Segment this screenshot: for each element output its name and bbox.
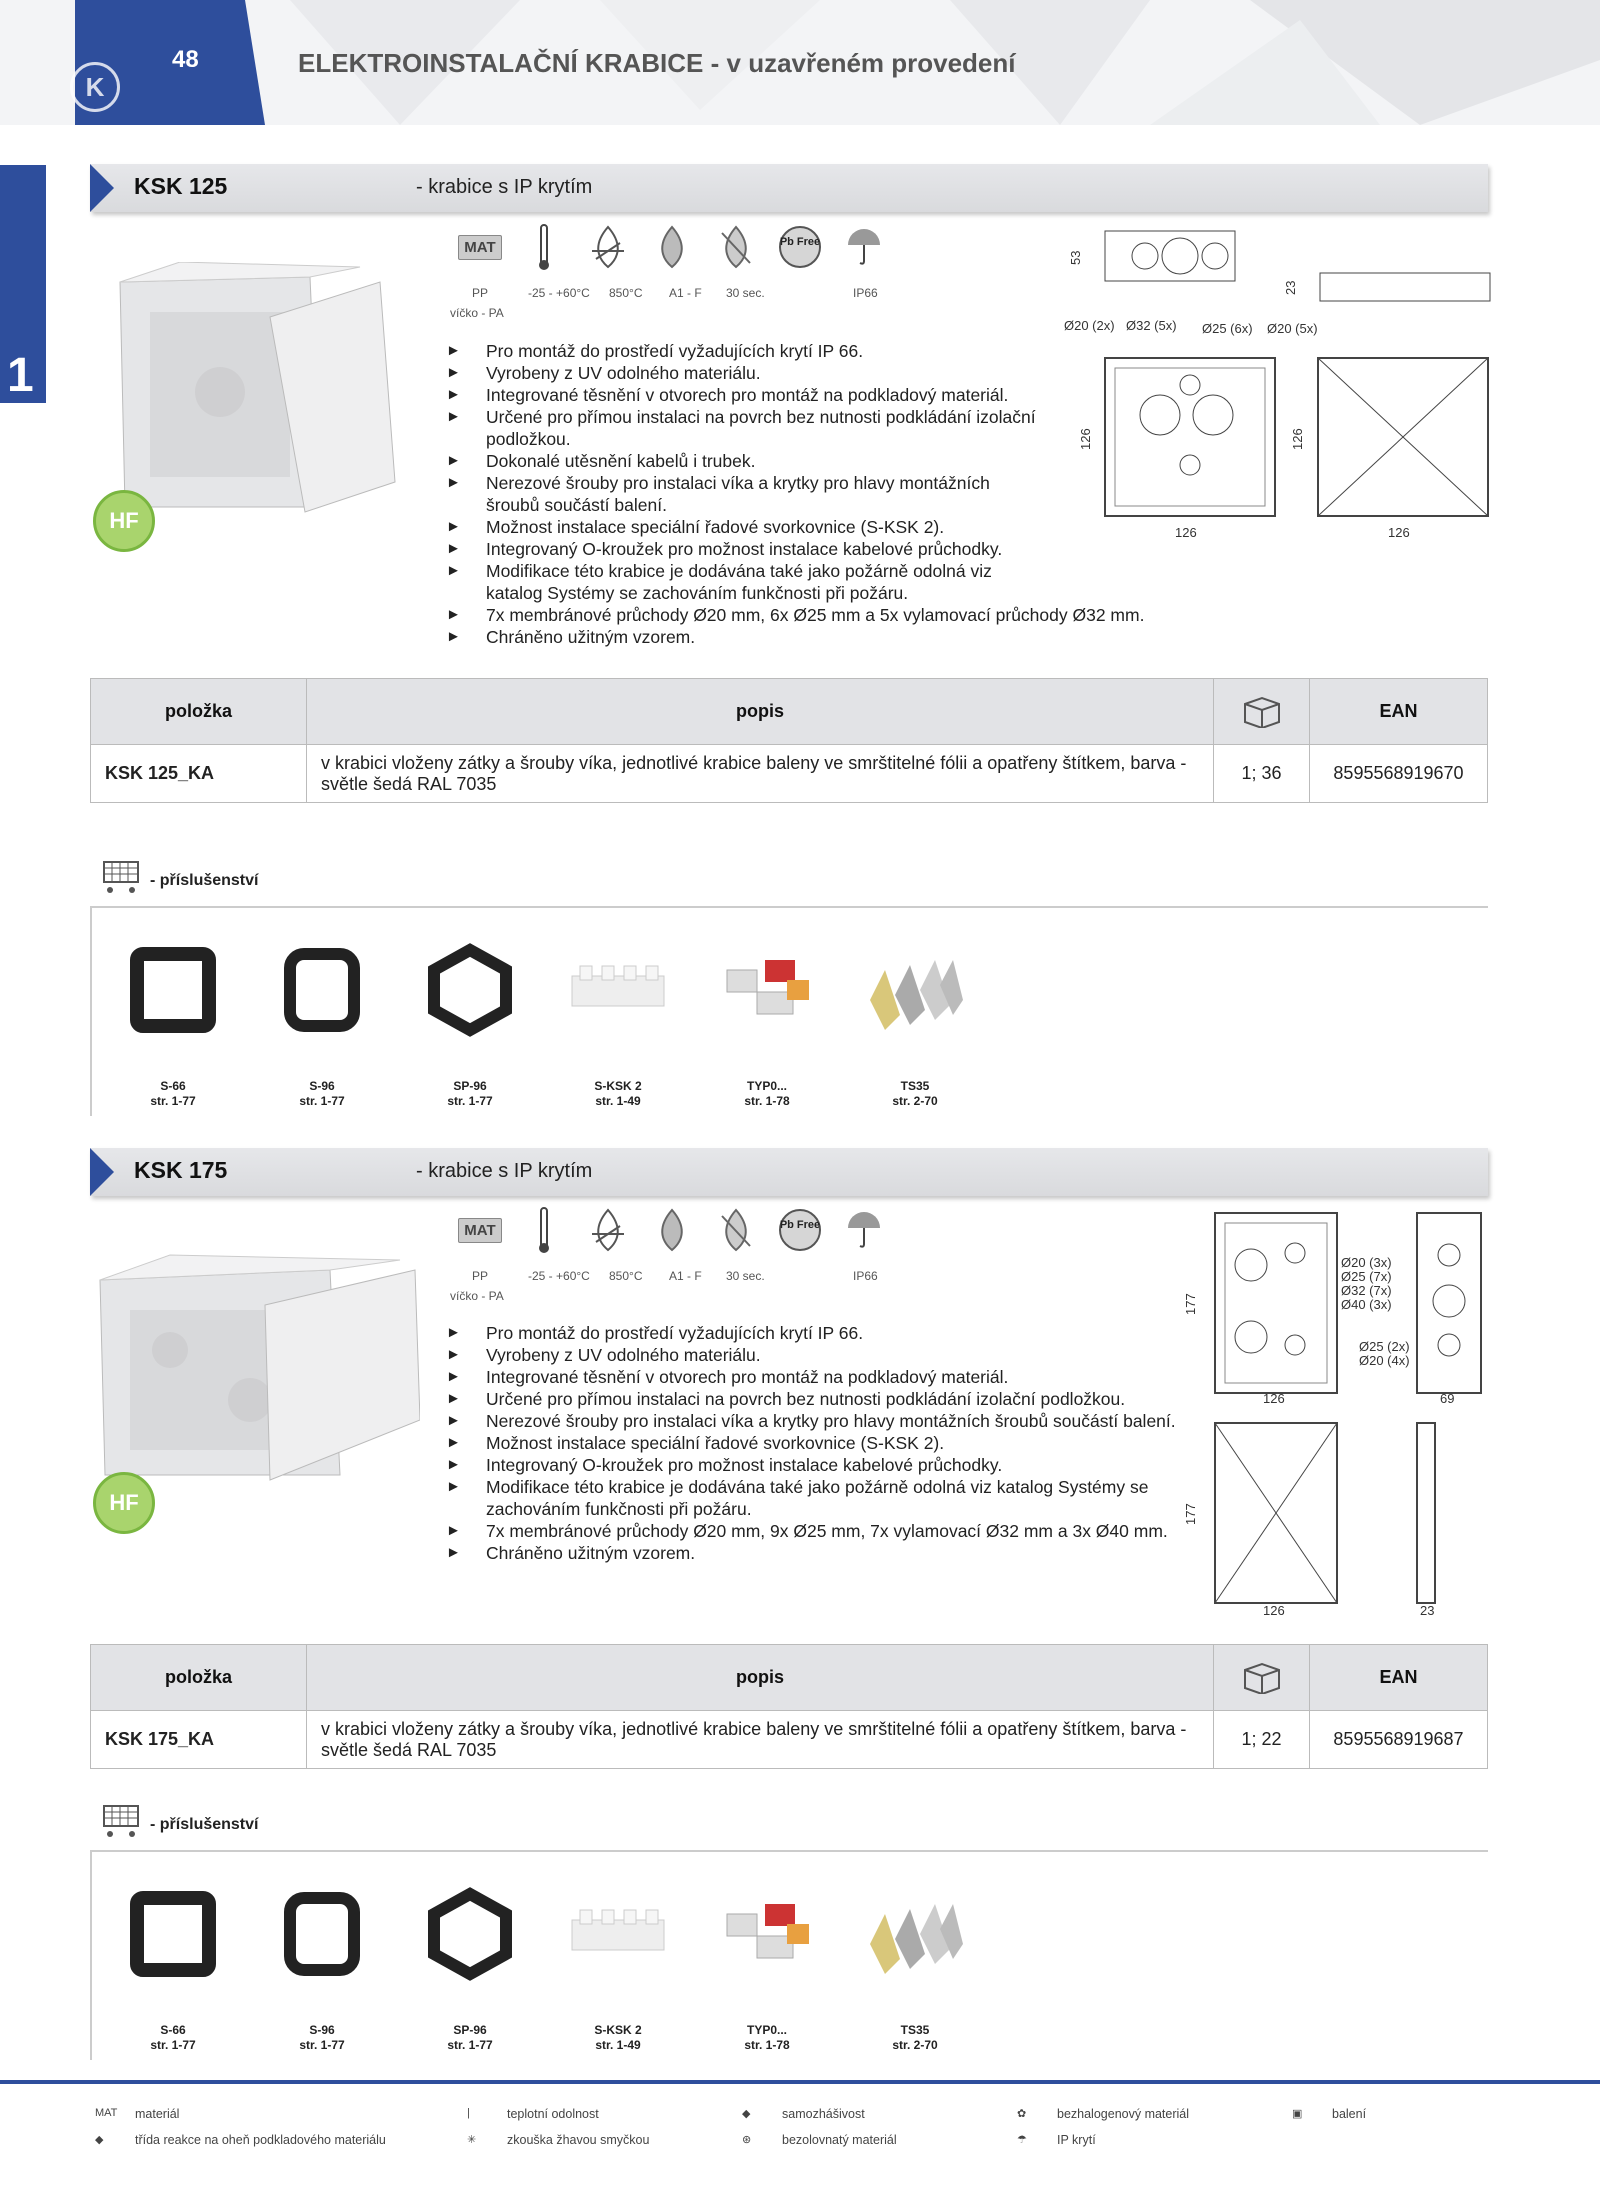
legend-icon: ✿ [1017, 2108, 1027, 2120]
icon-label-glow: 850°C [609, 286, 643, 300]
property-icons [448, 1205, 896, 1255]
col-desc: popis [307, 1645, 1214, 1711]
svg-text:53: 53 [1068, 250, 1083, 265]
divider [90, 1850, 92, 2060]
legend-icon: ⊛ [742, 2134, 752, 2146]
icon-label-temp: -25 - +60°C [528, 1269, 590, 1283]
svg-text:Ø32 (7x): Ø32 (7x) [1341, 1283, 1392, 1298]
accessory-page-ref: str. 1-77 [447, 1094, 493, 1108]
icon-label-temp: -25 - +60°C [528, 286, 590, 300]
svg-text:177: 177 [1183, 1503, 1198, 1525]
feature-item: ► Chráněno užitným vzorem. [446, 1542, 1176, 1564]
package-icon [1239, 690, 1285, 728]
accessory-item[interactable] [855, 2023, 975, 2053]
accessory-name: TS35 [900, 2023, 930, 2037]
legend-icon: ◆ [742, 2108, 751, 2120]
svg-text:126: 126 [1263, 1391, 1285, 1406]
table-row: KSK 175_KA v krabici vloženy zátky a šrouby víka, jednotlivé krabice baleny ve smrštitelné fólii a opatřeny štítkem, barva - světle šedá RAL 7035 1; 22 8595568919687 [91, 1711, 1488, 1769]
accessory-name: S-66 [160, 2023, 186, 2037]
product-band-ksk125 [90, 164, 1488, 212]
svg-text:126: 126 [1078, 428, 1093, 450]
feature-item: ► Pro montáž do prostředí vyžadujících krytí IP 66. [446, 340, 1046, 362]
accessory-page-ref: str. 1-77 [150, 2038, 196, 2052]
material-icon: MAT [448, 222, 512, 272]
svg-text:Ø25 (2x): Ø25 (2x) [1359, 1339, 1410, 1354]
accessory-image [420, 940, 520, 1040]
product-name: KSK 175 [134, 1157, 228, 1183]
product-table-ksk175 [90, 1644, 1488, 1769]
legend-icon: | [467, 2107, 470, 2119]
footer-line [0, 2080, 1600, 2084]
accessory-image [865, 1884, 965, 1984]
icon-label-fire: A1 - F [669, 1269, 702, 1283]
svg-text:Ø20 (3x): Ø20 (3x) [1341, 1255, 1392, 1270]
technical-drawing-ksk175 [1175, 1205, 1495, 1620]
accessory-page-ref: str. 1-49 [595, 1094, 641, 1108]
svg-text:Ø40 (3x): Ø40 (3x) [1341, 1297, 1392, 1312]
feature-item: ► Nerezové šrouby pro instalaci víka a krytky pro hlavy montážních šroubů součástí balení. [446, 1410, 1176, 1432]
legend-label: balení [1332, 2107, 1367, 2121]
divider [90, 1850, 1488, 1852]
svg-text:Pb Free: Pb Free [779, 1219, 821, 1231]
accessory-image [123, 940, 223, 1040]
fire-class-icon [640, 222, 704, 272]
svg-text:126: 126 [1263, 1603, 1285, 1618]
svg-text:Ø20 (4x): Ø20 (4x) [1359, 1353, 1410, 1368]
accessory-image [865, 940, 965, 1040]
legend-label: materiál [135, 2107, 180, 2121]
hf-badge-icon: HF [93, 490, 155, 552]
icon-label-ip: IP66 [853, 1269, 878, 1283]
icon-label-material-sub: víčko - PA [450, 306, 504, 320]
accessory-name: TYP0... [746, 1079, 787, 1093]
accessories-label: - příslušenství [150, 872, 259, 889]
product-table-ksk125 [90, 678, 1488, 803]
feature-item: ► Integrovaný O-kroužek pro možnost instalace kabelové průchodky. [446, 538, 1046, 560]
feature-item: ► Modifikace této krabice je dodávána také jako požárně odolná viz katalog Systémy se zachováním funkčnosti při požáru. [446, 560, 1046, 604]
svg-text:Ø20 (5x): Ø20 (5x) [1267, 321, 1318, 336]
accessory-page-ref: str. 2-70 [892, 2038, 938, 2052]
col-desc: popis [307, 679, 1214, 745]
fire-class-icon [640, 1205, 704, 1255]
accessory-name: S-KSK 2 [594, 1079, 642, 1093]
table-row: KSK 125_KA v krabici vloženy zátky a šrouby víka, jednotlivé krabice baleny ve smrštitelné fólii a opatřeny štítkem, barva - světle šedá RAL 7035 1; 36 8595568919670 [91, 745, 1488, 803]
icon-label-ip: IP66 [853, 286, 878, 300]
accessory-item[interactable] [113, 1079, 233, 1109]
page-title: ELEKTROINSTALAČNÍ KRABICE - v uzavřeném provedení [298, 48, 1016, 78]
self-extinguishing-icon [704, 222, 768, 272]
legend-label: třída reakce na oheň podkladového materiálu [135, 2133, 386, 2147]
feature-item: ► Integrované těsnění v otvorech pro montáž na podkladový materiál. [446, 1366, 1176, 1388]
svg-text:Ø25 (7x): Ø25 (7x) [1341, 1269, 1392, 1284]
accessory-item[interactable] [558, 2023, 678, 2053]
lead-free-icon [768, 1205, 832, 1255]
product-type: - krabice s IP krytím [416, 176, 593, 198]
glow-wire-icon [576, 1205, 640, 1255]
accessory-name: S-66 [160, 1079, 186, 1093]
product-photo-ksk125 [110, 262, 410, 517]
accessory-item[interactable] [410, 2023, 530, 2053]
accessory-page-ref: str. 1-78 [744, 2038, 790, 2052]
svg-text:126: 126 [1175, 525, 1197, 540]
accessory-item[interactable] [707, 2023, 827, 2053]
accessory-page-ref: str. 2-70 [892, 1094, 938, 1108]
accessory-image [123, 1884, 223, 1984]
col-item: položka [91, 679, 307, 745]
divider [90, 906, 92, 1116]
accessory-image [568, 940, 668, 1040]
feature-item: ► Chráněno užitným vzorem. [446, 626, 1046, 648]
feature-item: ► Nerezové šrouby pro instalaci víka a krytky pro hlavy montážních šroubů součástí balení. [446, 472, 1046, 516]
legend-icon: ◆ [95, 2134, 104, 2146]
accessory-name: S-96 [309, 1079, 335, 1093]
feature-item: ► Vyrobeny z UV odolného materiálu. [446, 362, 1046, 384]
feature-item: ► Pro montáž do prostředí vyžadujících krytí IP 66. [446, 1322, 1176, 1344]
icon-label-material: PP [472, 286, 489, 300]
accessory-name: SP-96 [453, 2023, 487, 2037]
feature-item: ► Možnost instalace speciální řadové svorkovnice (S-KSK 2). [446, 516, 1046, 538]
package-icon [1239, 1656, 1285, 1694]
icon-label-selfext: 30 sec. [726, 1269, 765, 1283]
accessory-name: S-KSK 2 [594, 2023, 642, 2037]
col-pack [1214, 679, 1310, 745]
feature-item: ► Vyrobeny z UV odolného materiálu. [446, 1344, 1176, 1366]
col-pack [1214, 1645, 1310, 1711]
accessory-item[interactable] [262, 1079, 382, 1109]
icon-label-glow: 850°C [609, 1269, 643, 1283]
svg-text:126: 126 [1290, 428, 1305, 450]
legend-label: teplotní odolnost [507, 2107, 599, 2121]
accessory-name: S-96 [309, 2023, 335, 2037]
feature-item: ► 7x membránové průchody Ø20 mm, 9x Ø25 mm, 7x vylamovací Ø32 mm a 3x Ø40 mm. [446, 1520, 1176, 1542]
feature-item: ► Modifikace této krabice je dodávána také jako požárně odolná viz katalog Systémy se zachováním funkčnosti při požáru. [446, 1476, 1176, 1520]
temperature-icon [512, 1205, 576, 1255]
accessory-name: TYP0... [746, 2023, 787, 2037]
product-band-ksk175 [90, 1148, 1488, 1196]
temperature-icon [512, 222, 576, 272]
accessories-label: - příslušenství [150, 1816, 259, 1833]
accessory-image [568, 1884, 668, 1984]
lead-free-icon [768, 222, 832, 272]
svg-text:23: 23 [1420, 1603, 1435, 1618]
legend-label: zkouška žhavou smyčkou [507, 2133, 650, 2147]
feature-item: ► Určené pro přímou instalaci na povrch bez nutnosti podkládání izolační podložkou. [446, 1388, 1176, 1410]
accessory-page-ref: str. 1-78 [744, 1094, 790, 1108]
col-item: položka [91, 1645, 307, 1711]
accessory-item[interactable] [113, 2023, 233, 2053]
icon-label-selfext: 30 sec. [726, 286, 765, 300]
icon-label-fire: A1 - F [669, 286, 702, 300]
svg-text:69: 69 [1440, 1391, 1455, 1406]
accessory-image [272, 940, 372, 1040]
accessory-item[interactable] [262, 2023, 382, 2053]
legend-label: bezolovnatý materiál [782, 2133, 897, 2147]
shopping-cart-icon [100, 858, 144, 896]
svg-text:126: 126 [1388, 525, 1410, 540]
accessory-name: SP-96 [453, 1079, 487, 1093]
accessory-item[interactable] [707, 1079, 827, 1109]
feature-list-ksk175 [446, 1322, 1176, 1564]
accessory-page-ref: str. 1-77 [299, 2038, 345, 2052]
svg-text:Ø32 (5x): Ø32 (5x) [1126, 318, 1177, 333]
col-ean: EAN [1310, 679, 1488, 745]
accessory-name: TS35 [900, 1079, 930, 1093]
accessory-image [420, 1884, 520, 1984]
feature-item: ► Integrované těsnění v otvorech pro montáž na podkladový materiál. [446, 384, 1046, 406]
accessory-image [717, 940, 817, 1040]
feature-item: ► Dokonalé utěsnění kabelů i trubek. [446, 450, 1046, 472]
product-photo-ksk175 [90, 1250, 420, 1485]
legend-icon: ✳ [467, 2134, 477, 2146]
page-number: 48 [172, 46, 199, 73]
legend-icon: ▣ [1292, 2108, 1303, 2120]
svg-text:Pb Free: Pb Free [779, 236, 821, 248]
divider [90, 906, 1488, 908]
accessory-item[interactable] [855, 1079, 975, 1109]
chapter-number: 1 [7, 349, 34, 402]
glow-wire-icon [576, 222, 640, 272]
svg-text:Ø20 (2x): Ø20 (2x) [1064, 318, 1115, 333]
hf-badge-icon: HF [93, 1472, 155, 1534]
ip-rating-icon [832, 1205, 896, 1255]
accessory-page-ref: str. 1-77 [150, 1094, 196, 1108]
accessory-item[interactable] [558, 1079, 678, 1109]
product-name: KSK 125 [134, 173, 228, 199]
technical-drawing-ksk125 [1060, 225, 1500, 545]
svg-text:23: 23 [1283, 280, 1298, 295]
feature-item: ► Možnost instalace speciální řadové svorkovnice (S-KSK 2). [446, 1432, 1176, 1454]
col-ean: EAN [1310, 1645, 1488, 1711]
legend-label: bezhalogenový materiál [1057, 2107, 1190, 2121]
feature-item: ► Integrovaný O-kroužek pro možnost instalace kabelové průchodky. [446, 1454, 1176, 1476]
icon-label-material-sub: víčko - PA [450, 1289, 504, 1303]
material-icon: MAT [448, 1205, 512, 1255]
brand-logo: K [70, 62, 120, 112]
feature-item: ► 7x membránové průchody Ø20 mm, 6x Ø25 mm a 5x vylamovací průchody Ø32 mm. [446, 604, 1206, 626]
accessory-item[interactable] [410, 1079, 530, 1109]
legend-icon: ☂ [1017, 2134, 1027, 2146]
accessory-image [717, 1884, 817, 1984]
svg-text:Ø25 (6x): Ø25 (6x) [1202, 321, 1253, 336]
accessory-page-ref: str. 1-49 [595, 2038, 641, 2052]
icon-label-material: PP [472, 1269, 489, 1283]
legend-label: samozhášivost [782, 2107, 865, 2121]
self-extinguishing-icon [704, 1205, 768, 1255]
accessory-page-ref: str. 1-77 [299, 1094, 345, 1108]
shopping-cart-icon [100, 1802, 144, 1840]
legend-label: IP krytí [1057, 2133, 1096, 2147]
legend-icon: MAT [95, 2107, 118, 2119]
accessory-page-ref: str. 1-77 [447, 2038, 493, 2052]
accessory-image [272, 1884, 372, 1984]
feature-item: ► Určené pro přímou instalaci na povrch bez nutnosti podkládání izolační podložkou. [446, 406, 1046, 450]
product-type: - krabice s IP krytím [416, 1160, 593, 1182]
svg-text:177: 177 [1183, 1293, 1198, 1315]
property-icons [448, 222, 896, 272]
ip-rating-icon [832, 222, 896, 272]
